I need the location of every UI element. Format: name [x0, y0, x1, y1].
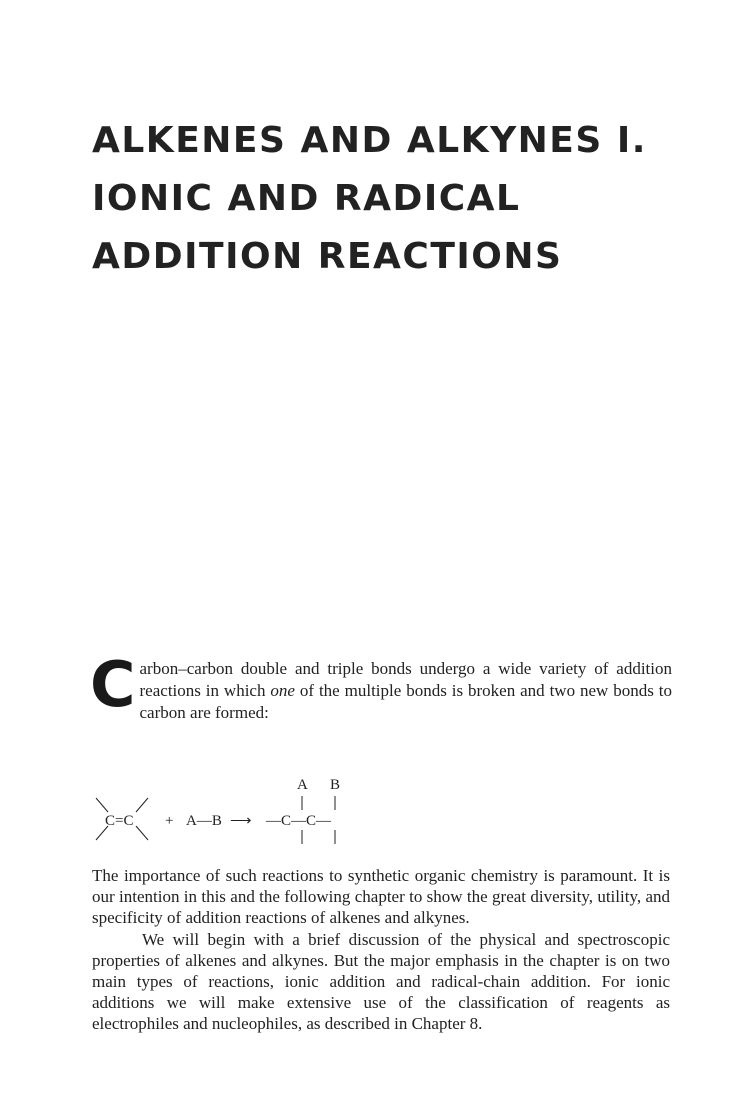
bond-upper-left — [96, 798, 108, 812]
reagent-label: A—B — [186, 813, 222, 829]
body-paragraph-1: The importance of such reactions to synthetic organic chemistry is paramount. It is our intention in this and the following chapter to show the great diversity, utility, and specificity of addition reactions of alkenes and alkynes. — [92, 866, 670, 928]
addition-reaction-scheme — [90, 772, 390, 862]
chapter-title — [92, 112, 647, 286]
intro-emphasis: one — [270, 681, 295, 700]
alkene-label: C=C — [105, 813, 134, 829]
substituent-b: B — [330, 777, 341, 793]
reaction-arrow: ⟶ — [230, 813, 252, 829]
product-label: —C—C— — [266, 813, 332, 829]
bond-lower-right — [136, 826, 148, 840]
body-paragraph-2: We will begin with a brief discussion of the physical and spectroscopic properties of alkenes and alkynes. But the major emphasis in the chapter is on two main types of reactions, ionic addition and radical-chain addition. For ionic additions we will make extensive use of the classification of reagents as electrophiles and nucleophiles, as described in Chapter 8. — [92, 929, 670, 1034]
chapter-title-line-3: ADDITION REACTIONS — [92, 236, 563, 277]
intro-paragraph — [90, 648, 672, 724]
chapter-title-line-2: IONIC AND RADICAL — [92, 178, 521, 219]
chapter-title-line-1: ALKENES AND ALKYNES I. — [92, 120, 647, 161]
intro-text — [90, 648, 672, 724]
body-text — [92, 865, 670, 1035]
substituent-a: A — [297, 777, 308, 793]
intro-text-end: of the multiple bonds is broken and two new bonds to carbon are formed: — [139, 681, 672, 722]
plus-sign: + — [165, 813, 174, 829]
intro-text-start: arbon–carbon double and triple bonds undergo a wide variety of addition reactions in which — [139, 659, 672, 700]
reaction-diagram — [90, 772, 390, 862]
bond-upper-right — [136, 798, 148, 812]
drop-cap: C — [90, 648, 136, 721]
